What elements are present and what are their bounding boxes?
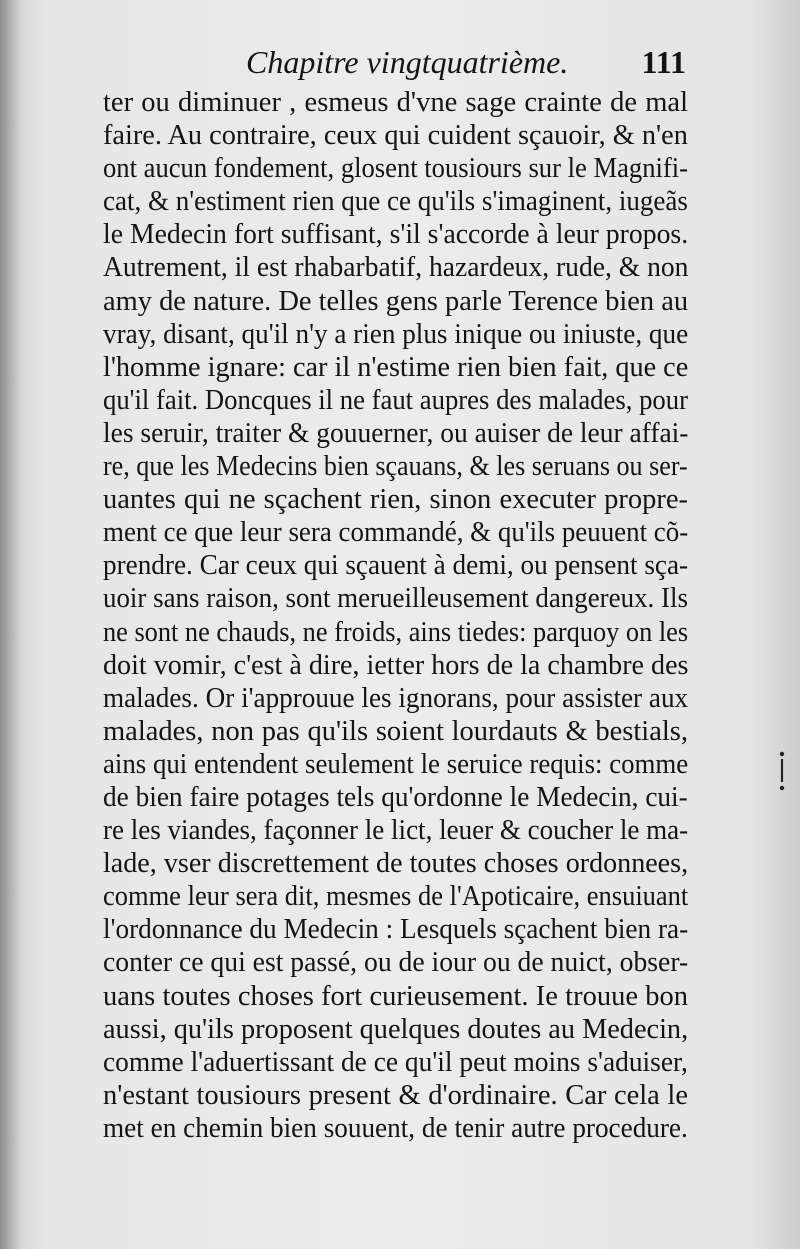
text-line: cat, & n'estiment rien que ce qu'ils s'imaginent, iugeãs bbox=[103, 186, 688, 218]
text-line: les seruir, traiter & gouuerner, ou auiser de leur affai- bbox=[103, 417, 689, 449]
page-gutter-shadow bbox=[0, 0, 22, 1249]
text-line: uoir sans raison, sont merueilleusement dangereux. Ils bbox=[103, 583, 688, 615]
text-line: l'homme ignare: car il n'estime rien bien fait, que ce bbox=[103, 351, 689, 383]
text-line: re les viandes, façonner le lict, leuer & coucher le ma- bbox=[103, 815, 689, 847]
text-line: ont aucun fondement, glosent tousiours sur le Magnifi- bbox=[103, 153, 688, 185]
text-line: doit vomir, c'est à dire, ietter hors de la chambre des bbox=[103, 649, 689, 681]
running-header bbox=[246, 44, 686, 84]
margin-mark-icon bbox=[776, 748, 788, 794]
text-line: aussi, qu'ils proposent quelques doutes au Medecin, bbox=[103, 1013, 689, 1045]
body-text bbox=[103, 86, 688, 1145]
text-line: n'estant tousiours present & d'ordinaire. Car cela le bbox=[103, 1079, 688, 1111]
text-line: ment ce que leur sera commandé, & qu'ils peuuent cõ- bbox=[103, 517, 689, 549]
text-line: l'ordonnance du Medecin : Lesquels sçachent bien ra- bbox=[103, 914, 689, 946]
page-number: 111 bbox=[641, 44, 686, 80]
text-line: ter ou diminuer , esmeus d'vne sage crainte de mal bbox=[103, 87, 688, 118]
text-line: lade, vser discrettement de toutes choses ordonnees, bbox=[103, 848, 689, 880]
text-line: vray, disant, qu'il n'y a rien plus inique ou iniuste, que bbox=[103, 318, 689, 350]
text-line: ne sont ne chauds, ne froids, ains tiedes: parquoy on les bbox=[103, 616, 689, 648]
text-line: prendre. Car ceux qui sçauent à demi, ou pensent sça- bbox=[103, 550, 689, 582]
text-line: ains qui entendent seulement le seruice requis: comme bbox=[103, 748, 689, 780]
text-line: conter ce qui est passé, ou de iour ou de nuict, obser- bbox=[103, 947, 689, 979]
text-line: qu'il fait. Doncques il ne faut aupres des malades, pour bbox=[103, 384, 688, 416]
text-line: faire. Au contraire, ceux qui cuident sçauoir, & n'en bbox=[103, 120, 688, 152]
text-line: le Medecin fort suffisant, s'il s'accorde à leur propos. bbox=[103, 219, 689, 251]
text-line: re, que les Medecins bien sçauans, & les seruans ou ser- bbox=[103, 451, 688, 483]
text-line: comme l'aduertissant de ce qu'il peut moins s'aduiser, bbox=[103, 1046, 688, 1078]
text-line: Autrement, il est rhabarbatif, hazardeux, rude, & non bbox=[103, 252, 689, 284]
chapter-title: Chapitre vingtquatrième. bbox=[246, 44, 569, 80]
text-line: met en chemin bien souuent, de tenir autre procedure. bbox=[103, 1112, 688, 1144]
text-line: uans toutes choses fort curieusement. Ie trouue bon bbox=[103, 980, 688, 1012]
text-line: amy de nature. De telles gens parle Terence bien au bbox=[103, 285, 689, 317]
text-line: de bien faire potages tels qu'ordonne le Medecin, cui- bbox=[103, 781, 688, 813]
text-line: malades. Or i'approuue les ignorans, pour assister aux bbox=[103, 682, 689, 714]
text-line: malades, non pas qu'ils soient lourdauts & bestials, bbox=[103, 715, 688, 747]
text-line: uantes qui ne sçachent rien, sinon executer propre- bbox=[103, 484, 688, 516]
text-line: comme leur sera dit, mesmes de l'Apoticaire, ensuiuant bbox=[103, 881, 689, 913]
